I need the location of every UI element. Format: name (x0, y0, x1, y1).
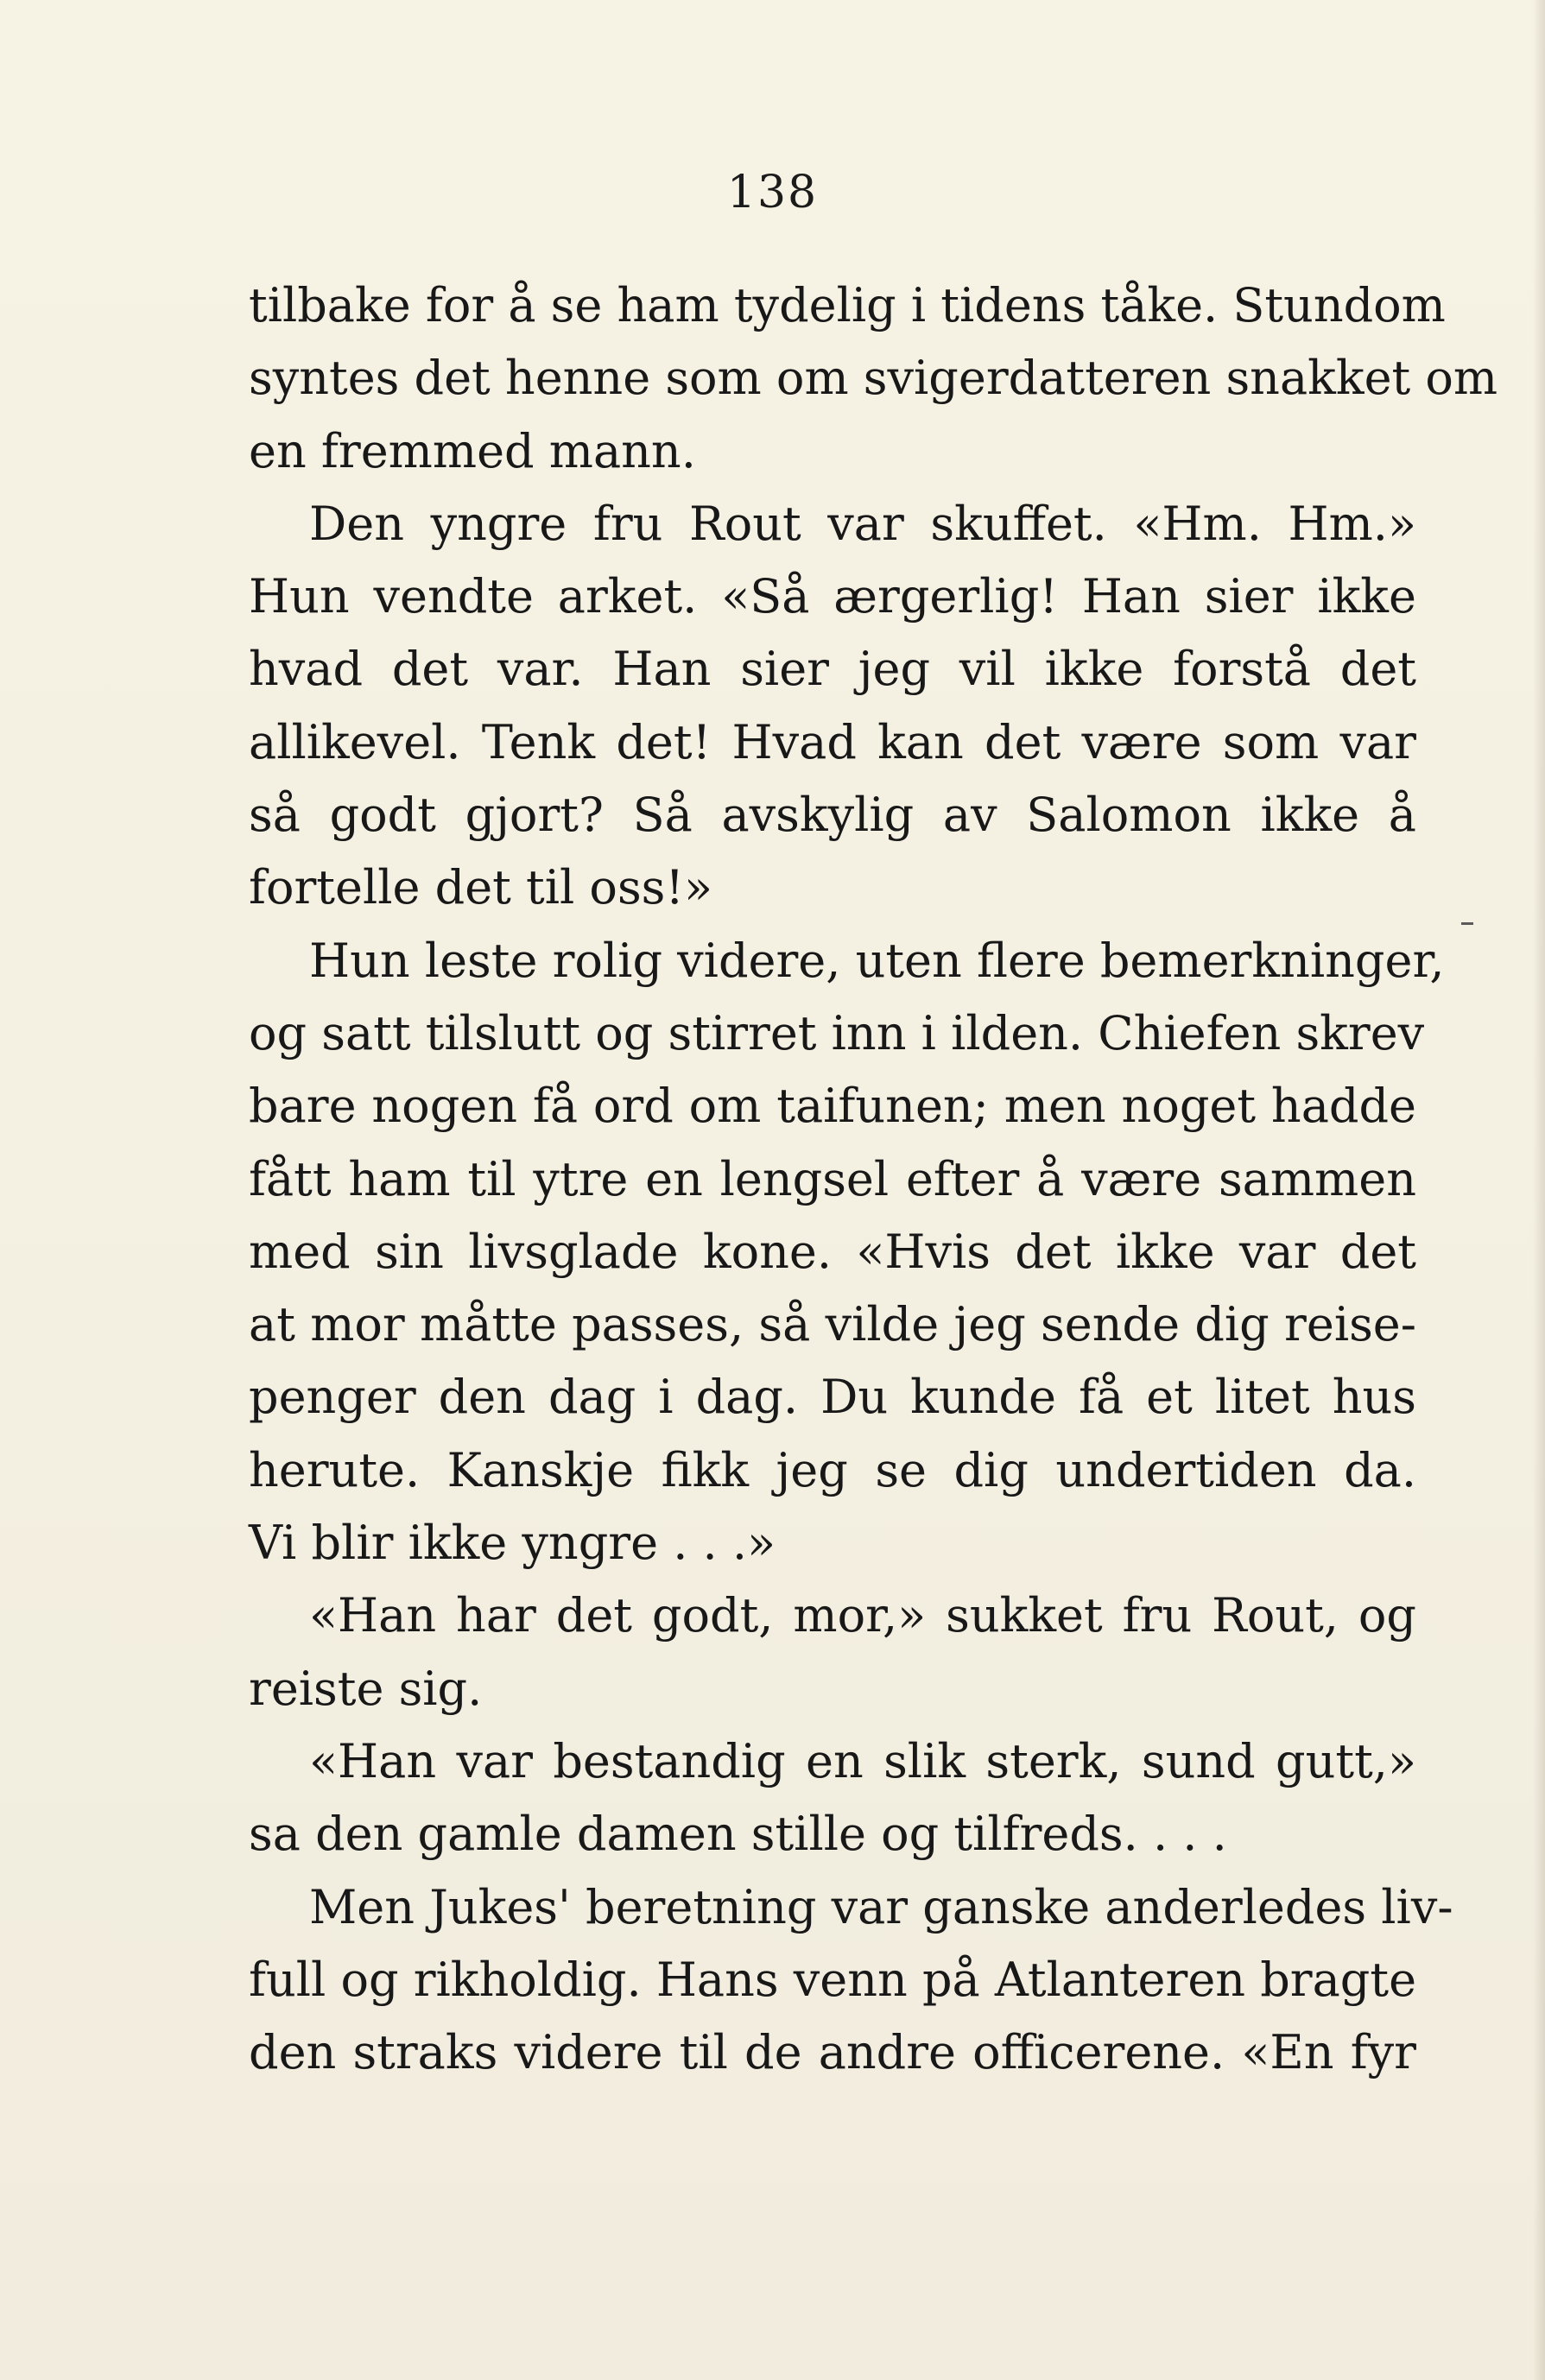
text-line: med sin livsglade kone. «Hvis det ikke var det (249, 1224, 1416, 1279)
text-line: hvad det var. Han sier jeg vil ikke forstå det (249, 642, 1416, 697)
text-line: fått ham til ytre en lengsel efter å være sammen (249, 1151, 1416, 1206)
text-line: Vi blir ikke yngre . . .» (249, 1516, 776, 1571)
page-number: 138 (726, 167, 819, 218)
text-line: syntes det henne som om svigerdatteren snakket om (249, 351, 1498, 406)
margin-mark (1461, 922, 1473, 925)
text-line: så godt gjort? Så avskylig av Salomon ikke å (249, 788, 1416, 843)
text-line: og satt tilslutt og stirret inn i ilden. Chiefen skrev (249, 1005, 1425, 1060)
text-line: en fremmed mann. (249, 423, 696, 478)
text-line: Den yngre fru Rout var skuffet. «Hm. Hm.» (309, 496, 1416, 551)
text-line: at mor måtte passes, så vilde jeg sende dig reise- (249, 1297, 1416, 1352)
text-line: reiste sig. (249, 1661, 483, 1716)
text-line: den straks videre til de andre officerene. «En fyr (249, 2025, 1416, 2080)
text-line: tilbake for å se ham tydelig i tidens tåke. Stundom (249, 278, 1446, 332)
text-line: sa den gamle damen stille og tilfreds. . . . (249, 1807, 1227, 1862)
text-line: herute. Kanskje fikk jeg se dig undertiden da. (249, 1442, 1416, 1497)
text-line: Men Jukes' beretning var ganske anderledes liv- (309, 1879, 1453, 1934)
text-line: full og rikholdig. Hans venn på Atlanteren bragte (249, 1952, 1417, 2007)
text-line: fortelle det til oss!» (249, 860, 713, 915)
text-line: Hun vendte arket. «Så ærgerlig! Han sier ikke (249, 569, 1416, 624)
body-text (249, 269, 1498, 2089)
text-line: «Han var bestandig en slik sterk, sund gutt,» (309, 1733, 1416, 1788)
text-line: Hun leste rolig videre, uten flere bemerkninger, (309, 933, 1445, 988)
text-line: bare nogen få ord om taifunen; men noget hadde (249, 1079, 1416, 1134)
text-line: «Han har det godt, mor,» sukket fru Rout, og (309, 1588, 1416, 1643)
text-line: penger den dag i dag. Du kunde få et litet hus (249, 1370, 1416, 1425)
text-line: allikevel. Tenk det! Hvad kan det være som var (249, 714, 1416, 769)
page-edge-shadow (1533, 0, 1545, 2380)
